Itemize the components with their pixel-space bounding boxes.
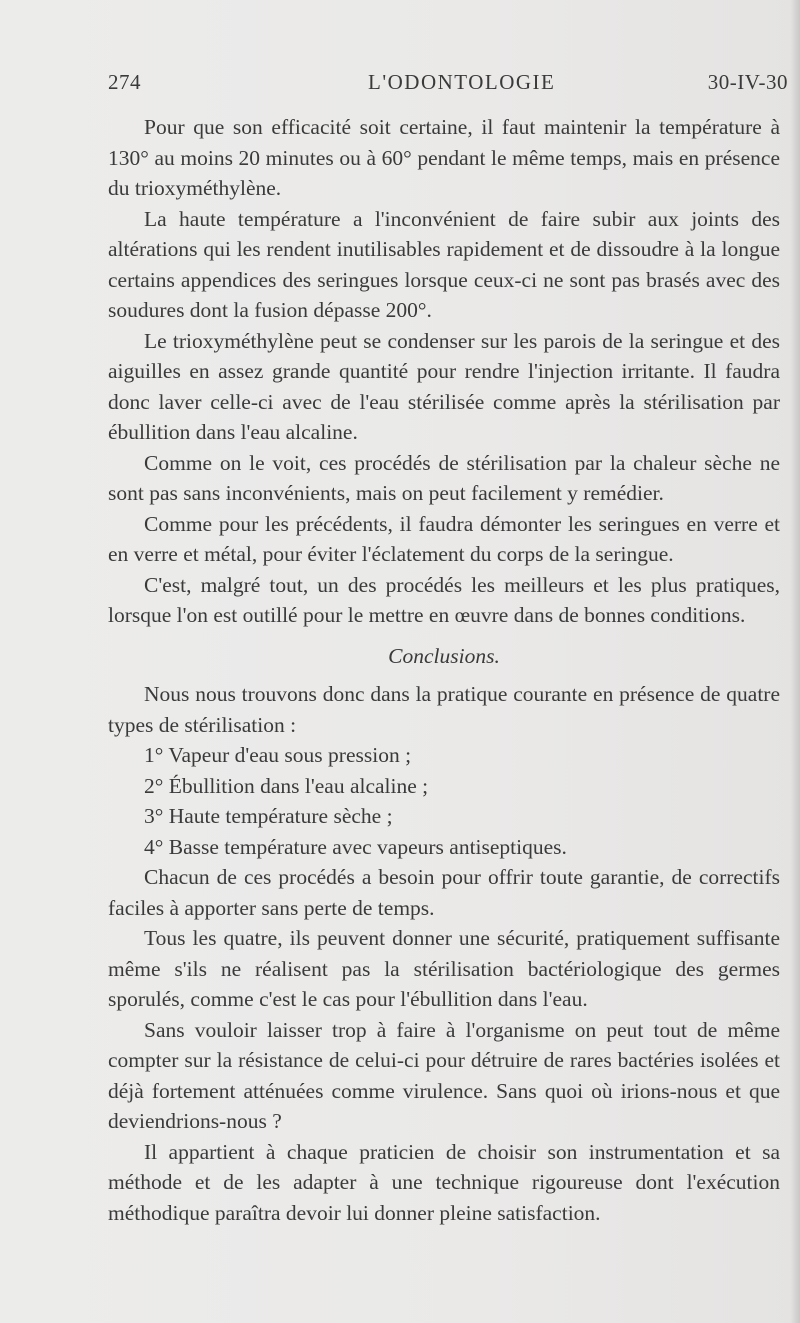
paragraph: Sans vouloir laisser trop à faire à l'organisme on peut tout de même compter sur la résistance de celui-ci pour détruire de rares bactéries isolées et déjà fortement atténuées comme virulence. Sans quoi où irions-nous et que deviendrions-nous ? bbox=[108, 1017, 780, 1133]
paragraph: Tous les quatre, ils peuvent donner une sécurité, pratiquement suffisante même s'ils ne réalisent pas la stérilisation bactériologique des germes sporulés, comme c'est le cas pour l'ébullition dans l'eau. bbox=[108, 926, 780, 1011]
intro-paragraph: Nous nous trouvons donc dans la pratique courante en présence de quatre types de stérilisation : bbox=[108, 682, 780, 737]
list-item: 2° Ébullition dans l'eau alcaline ; bbox=[144, 773, 429, 798]
running-header bbox=[108, 70, 788, 100]
section-heading: Conclusions. bbox=[388, 643, 500, 668]
page-number: 274 bbox=[108, 70, 141, 94]
page-body bbox=[108, 112, 780, 1228]
paragraph: Chacun de ces procédés a besoin pour offrir toute garantie, de correctifs faciles à apporter sans perte de temps. bbox=[108, 865, 780, 920]
paragraph: C'est, malgré tout, un des procédés les meilleurs et les plus pratiques, lorsque l'on est outillé pour le mettre en œuvre dans de bonnes conditions. bbox=[108, 572, 780, 627]
paragraph: La haute température a l'inconvénient de faire subir aux joints des altérations qui les rendent inutilisables rapidement et de dissoudre à la longue certains appendices des seringues lorsque ceux-ci ne sont pas brasés avec des soudures dont la fusion dépasse 200°. bbox=[108, 206, 780, 322]
paragraph: Comme pour les précédents, il faudra démonter les seringues en verre et en verre et métal, pour éviter l'éclatement du corps de la seringue. bbox=[108, 511, 780, 566]
paragraph: Comme on le voit, ces procédés de stérilisation par la chaleur sèche ne sont pas sans inconvénients, mais on peut facilement y remédier. bbox=[108, 450, 780, 505]
paragraph: Pour que son efficacité soit certaine, il faut maintenir la température à 130° au moins 20 minutes ou à 60° pendant le même temps, mais en présence du trioxyméthylène. bbox=[108, 115, 780, 200]
list-item: 4° Basse température avec vapeurs antiseptiques. bbox=[144, 834, 567, 859]
paragraph: Le trioxyméthylène peut se condenser sur les parois de la seringue et des aiguilles en assez grande quantité pour rendre l'injection irritante. Il faudra donc laver celle-ci avec de l'eau stérilisée comme après la stérilisation par ébullition dans l'eau alcaline. bbox=[108, 328, 780, 444]
list-item: 1° Vapeur d'eau sous pression ; bbox=[144, 743, 412, 767]
paragraph: Il appartient à chaque praticien de choisir son instrumentation et sa méthode et de les adapter à une technique rigoureuse dont l'exécution méthodique paraîtra devoir lui donner pleine satisfaction. bbox=[108, 1139, 780, 1225]
list-item: 3° Haute température sèche ; bbox=[144, 804, 393, 828]
page-edge-shadow bbox=[790, 0, 800, 1323]
issue-date: 30-IV-30 bbox=[707, 70, 788, 94]
journal-title: L'ODONTOLOGIE bbox=[368, 70, 556, 94]
